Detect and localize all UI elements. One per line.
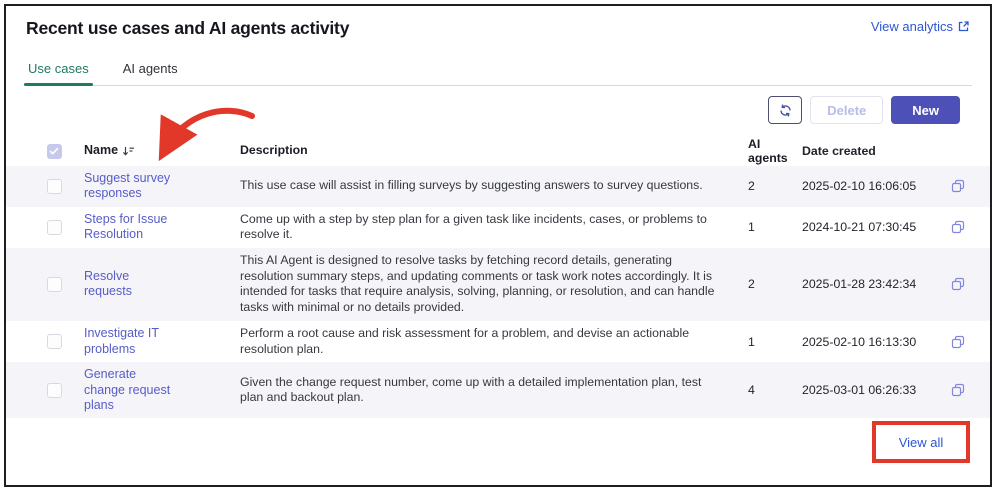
page-title: Recent use cases and AI agents activity xyxy=(26,18,350,38)
annotation-box xyxy=(872,421,970,463)
tab-use-cases[interactable]: Use cases xyxy=(24,55,93,85)
copy-icon[interactable] xyxy=(948,217,968,237)
tab-ai-agents[interactable]: AI agents xyxy=(122,61,178,76)
column-header-date-created: Date created xyxy=(802,144,876,158)
table-row xyxy=(6,166,990,207)
view-analytics-label: View analytics xyxy=(870,19,953,34)
use-cases-table xyxy=(6,136,990,418)
ai-agents-count: 2 xyxy=(748,179,755,194)
use-case-description: This AI Agent is designed to resolve tasks by fetching record details, generating resolution summary steps, and updating comments or task work notes accordingly. It is intended for tasks that require analysis, solving, planning, or resolution, and can handle tasks with minimal or no details provided. xyxy=(240,252,715,315)
card-footer xyxy=(6,418,990,468)
select-all-checkbox[interactable] xyxy=(47,144,62,159)
table-row xyxy=(6,362,990,418)
recent-activity-card xyxy=(4,4,992,487)
toolbar xyxy=(6,86,990,124)
ai-agents-count: 2 xyxy=(748,277,755,292)
delete-button[interactable]: Delete xyxy=(810,96,883,124)
use-case-name-link[interactable]: Resolve requests xyxy=(84,269,132,299)
ai-agents-count: 4 xyxy=(748,383,755,398)
ai-agents-count: 1 xyxy=(748,334,755,349)
row-checkbox[interactable] xyxy=(47,277,62,292)
tab-bar xyxy=(24,55,972,86)
copy-icon[interactable] xyxy=(948,274,968,294)
date-created: 2025-02-10 16:13:30 xyxy=(802,334,917,349)
ai-agents-count: 1 xyxy=(748,220,755,235)
use-case-name-link[interactable]: Suggest survey responses xyxy=(84,171,171,201)
view-all-link[interactable]: View all xyxy=(898,434,944,450)
date-created: 2025-01-28 23:42:34 xyxy=(802,277,917,292)
date-created: 2025-03-01 06:26:33 xyxy=(802,383,917,398)
table-header-row xyxy=(6,136,990,166)
table-body xyxy=(6,166,990,418)
new-button[interactable]: New xyxy=(891,96,960,124)
date-created: 2024-10-21 07:30:45 xyxy=(802,220,917,235)
table-row xyxy=(6,321,990,362)
use-case-description: Perform a root cause and risk assessment for a problem, and devise an actionable resolution plan. xyxy=(240,325,690,356)
row-checkbox[interactable] xyxy=(47,220,62,235)
use-case-description: Given the change request number, come up with a detailed implementation plan, test plan and backout plan. xyxy=(240,374,702,405)
use-case-name-link[interactable]: Steps for Issue Resolution xyxy=(84,211,168,242)
refresh-button[interactable] xyxy=(768,96,802,124)
copy-icon[interactable] xyxy=(948,332,968,352)
use-case-name-link[interactable]: Investigate IT problems xyxy=(84,326,159,356)
date-created: 2025-02-10 16:06:05 xyxy=(802,179,917,194)
use-case-description: Come up with a step by step plan for a given task like incidents, cases, or problems to resolve it. xyxy=(240,211,707,242)
copy-icon[interactable] xyxy=(948,176,968,196)
table-row xyxy=(6,248,990,321)
copy-icon[interactable] xyxy=(948,380,968,400)
refresh-icon xyxy=(778,103,793,118)
column-header-name[interactable]: Name xyxy=(84,143,119,158)
table-row xyxy=(6,207,990,248)
use-case-name-link[interactable]: Generate change request plans xyxy=(84,367,171,412)
sort-descending-icon[interactable] xyxy=(122,145,135,157)
row-checkbox[interactable] xyxy=(47,383,62,398)
view-analytics-link[interactable] xyxy=(871,19,970,34)
column-header-ai-agents: AI agents xyxy=(748,137,788,165)
external-link-icon xyxy=(957,20,970,33)
row-checkbox[interactable] xyxy=(47,179,62,194)
row-checkbox[interactable] xyxy=(47,334,62,349)
use-case-description: This use case will assist in filling surveys by suggesting answers to survey questions. xyxy=(240,178,703,193)
column-header-description: Description xyxy=(240,143,308,158)
